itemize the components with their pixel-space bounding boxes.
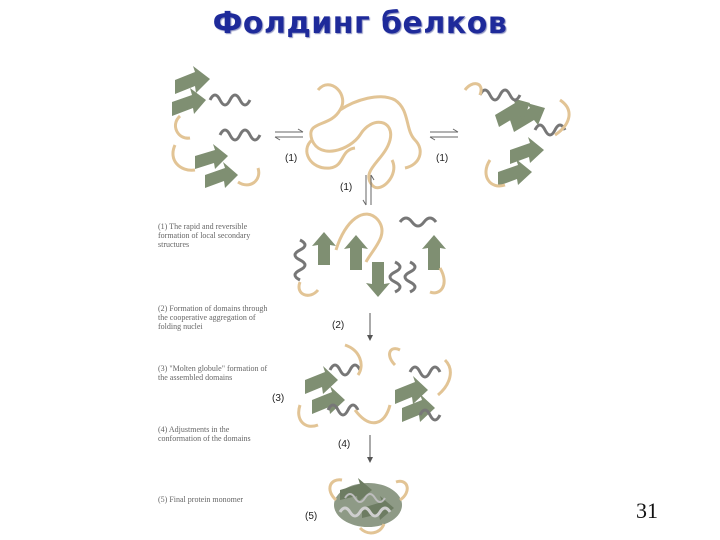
molten-globule-structure [299, 345, 451, 426]
domain-formation-structure [295, 214, 446, 297]
equilibrium-arrow-right [430, 129, 458, 140]
label-eq-left: (1) [285, 153, 298, 164]
note-step2: (2) Formation of domains through the cooperative aggregation of folding nuclei [158, 304, 268, 331]
secondary-structure-left [172, 66, 260, 188]
note-step5: (5) Final protein monomer [158, 495, 244, 504]
secondary-structure-right [465, 84, 569, 186]
label-step4: (4) [338, 439, 351, 450]
label-step3: (3) [272, 393, 285, 404]
slide-number: 31 [636, 498, 658, 523]
unfolded-chain [307, 85, 420, 188]
note-step3: (3) "Molten globule" formation of the assembled domains [158, 364, 268, 382]
label-step2: (2) [332, 320, 345, 331]
page-title: Фолдинг белков [212, 6, 508, 41]
label-step5: (5) [305, 511, 318, 522]
equilibrium-arrow-left [275, 129, 303, 140]
note-step4: (4) Adjustments in the conformation of the domains [158, 425, 251, 443]
label-eq-down: (1) [340, 182, 353, 193]
final-protein-structure [330, 478, 407, 533]
note-step1: (1) The rapid and reversible formation of local secondary structures [158, 222, 251, 249]
label-eq-right: (1) [436, 153, 449, 164]
